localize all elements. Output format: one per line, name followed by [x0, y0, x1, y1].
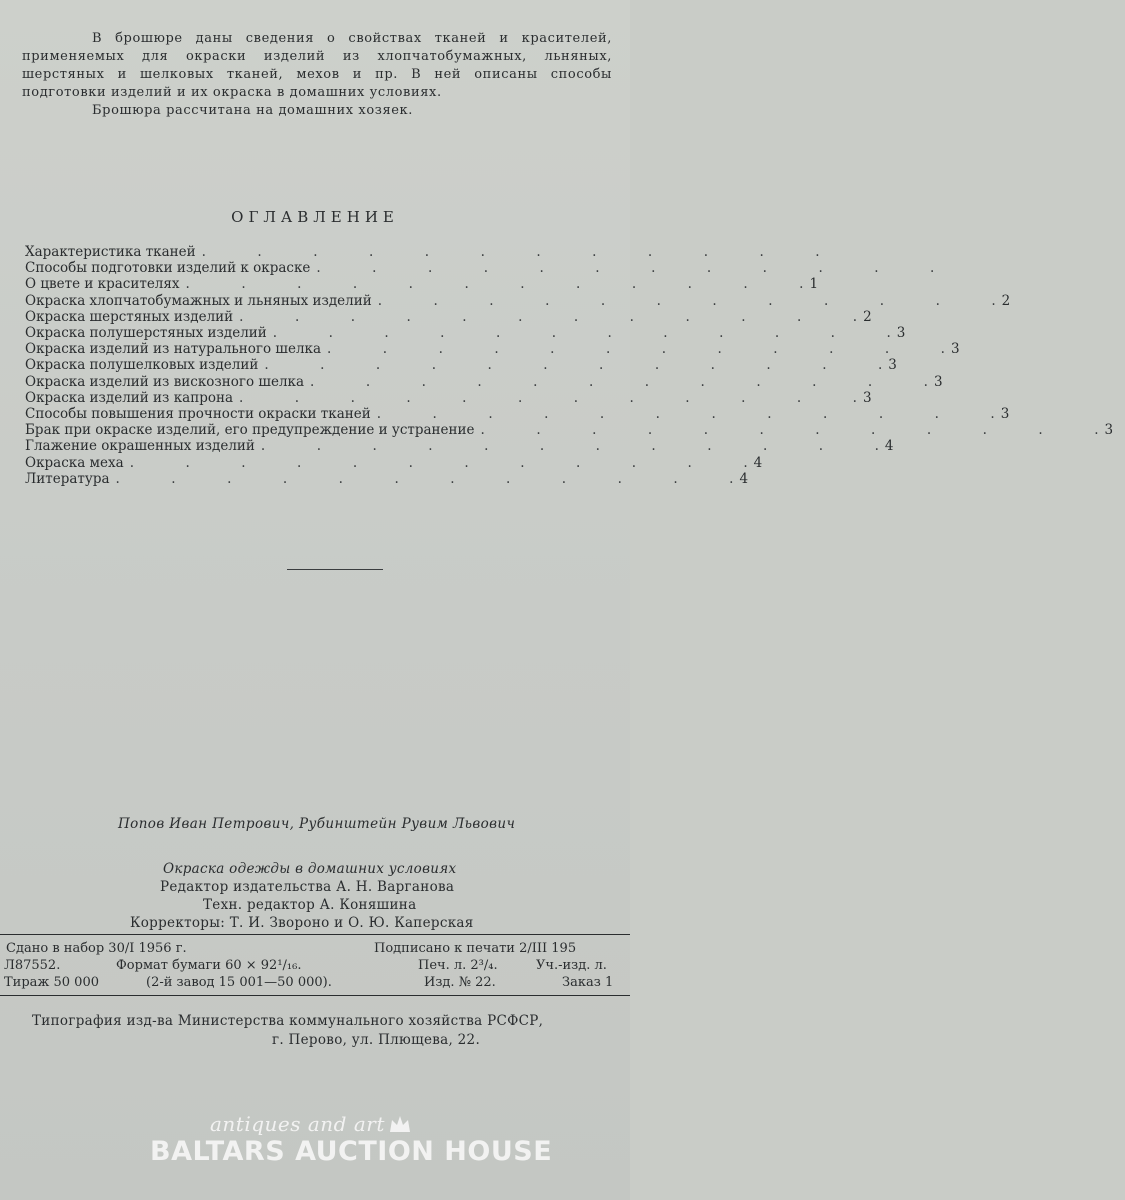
toc-entry-label: Окраска изделий из натурального шелка	[25, 341, 322, 358]
toc-entry	[25, 244, 645, 260]
toc-entry-label: Характеристика тканей	[25, 244, 196, 260]
toc-entry-page: 4	[739, 470, 749, 487]
toc-leader-dots	[130, 455, 748, 471]
toc-entry-page: 3	[862, 389, 872, 406]
toc-entry-label: Окраска полушерстяных изделий	[25, 325, 267, 342]
print-plant: (2-й завод 15 001—50 000).	[146, 975, 332, 990]
toc-entry-label: Окраска полушелковых изделий	[25, 357, 259, 374]
toc-entry	[25, 260, 645, 276]
imprint-row	[0, 957, 630, 974]
toc-entry	[25, 276, 819, 293]
toc-leader-dots	[273, 325, 891, 341]
watermark-tagline: antiques and art	[210, 1112, 385, 1136]
annotation	[22, 30, 612, 120]
toc-entry-label: Окраска меха	[25, 454, 124, 471]
toc-leader-dots	[327, 341, 945, 357]
imprint-row	[0, 940, 630, 957]
toc-entry-label: Окраска изделий из капрона	[25, 389, 234, 406]
toc-entry	[25, 438, 894, 455]
toc-entry-label: Глажение окрашенных изделий	[25, 438, 255, 455]
toc-leader-dots	[116, 471, 734, 487]
tech-editor-credit: Техн. редактор А. Коняшина	[203, 897, 417, 913]
toc-leader-dots	[310, 374, 928, 390]
toc-entry-label: Окраска хлопчатобумажных и льняных изделий	[25, 292, 372, 309]
divider-rule	[287, 569, 383, 570]
toc-entry-page: 2	[863, 308, 872, 325]
crown-icon	[388, 1114, 412, 1134]
paper-format: Формат бумаги 60 × 92¹/₁₆.	[116, 958, 302, 973]
toc-entry-page: 3	[950, 341, 960, 358]
toc-entry-label: Литература	[25, 470, 110, 487]
toc-leader-dots	[239, 390, 857, 406]
toc-entry-page: 3	[1104, 422, 1114, 439]
toc-entry-label: Окраска изделий из вискозного шелка	[25, 373, 305, 390]
publisher-sheets: Уч.-изд. л.	[536, 958, 607, 973]
toc-leader-dots	[377, 406, 995, 422]
toc-leader-dots	[264, 357, 882, 373]
toc-entry	[25, 308, 872, 325]
toc-leader-dots	[261, 438, 879, 454]
print-run: Тираж 50 000	[4, 975, 99, 990]
toc-entry-label: Способы подготовки изделий к окраске	[25, 260, 311, 277]
watermark	[150, 1112, 570, 1172]
toc-leader-dots	[202, 244, 820, 260]
toc-leader-dots	[316, 260, 934, 276]
toc-entry-page: 3	[933, 373, 943, 390]
printer-name: Типография изд-ва Министерства коммунального хозяйства РСФСР,	[32, 1013, 544, 1029]
toc-entry	[25, 325, 906, 342]
credits	[130, 860, 630, 932]
toc-entry	[25, 422, 1114, 439]
toc-entry-page: 2	[1001, 292, 1011, 309]
toc-entry	[25, 406, 1010, 423]
toc-entry	[25, 357, 897, 374]
toc-leader-dots	[378, 293, 996, 309]
authors: Попов Иван Петрович, Рубинштейн Рувим Львович	[118, 816, 516, 832]
toc-entry-label: Способы повышения прочности окраски тканей	[25, 406, 371, 423]
toc-entry-label: Окраска шерстяных изделий	[25, 308, 234, 325]
toc-entry	[25, 454, 763, 471]
order-number: Заказ 1	[562, 975, 614, 990]
toc-entry-page: 4	[884, 438, 894, 455]
toc-entry-page	[826, 244, 846, 260]
toc-entry-label: О цвете и красителях	[25, 276, 180, 293]
toc-entry-page: 3	[1000, 406, 1010, 423]
toc-leader-dots	[239, 309, 857, 325]
printer-info	[0, 1012, 630, 1050]
toc-entry	[25, 341, 960, 358]
toc-entry-page: 1	[809, 276, 819, 293]
toc-entry-page: 4	[753, 454, 763, 471]
toc-entry-page	[940, 260, 960, 276]
annotation-paragraph: В брошюре даны сведения о свойствах тканей и красителей, применяемых для окраски изделий из хлопчатобумажных, льняных, шерстяных и шелковых тканей, мехов и пр. В ней описаны способы подготовки изделий и их окраска в домашних условиях.	[22, 31, 612, 100]
toc-entry-label: Брак при окраске изделий, его предупреждение и устранение	[25, 422, 475, 439]
table-of-contents	[25, 244, 1114, 487]
annotation-target-audience: Брошюра рассчитана на домашних хозяек.	[92, 103, 414, 118]
printer-address: г. Перово, ул. Плющева, 22.	[272, 1032, 481, 1048]
toc-entry-page: 3	[888, 357, 897, 374]
toc-entry-page: 3	[896, 325, 906, 342]
toc-leader-dots	[481, 422, 1099, 438]
book-title: Окраска одежды в домашних условиях	[163, 861, 457, 877]
toc-entry	[25, 373, 943, 390]
editor-credit: Редактор издательства А. Н. Варганова	[160, 879, 455, 895]
imprint-row	[0, 974, 630, 991]
printed-sheets: Печ. л. 2³/₄.	[418, 958, 498, 973]
toc-entry	[25, 470, 749, 487]
toc-title: ОГЛАВЛЕНИЕ	[231, 208, 399, 226]
proofreaders-credit: Корректоры: Т. И. Звороно и О. Ю. Каперская	[130, 915, 474, 931]
print-approval-date: Подписано к печати 2/III 195	[374, 941, 577, 956]
toc-leader-dots	[186, 276, 804, 292]
watermark-logo-text: BALTARS AUCTION HOUSE	[150, 1136, 553, 1167]
typeset-date: Сдано в набор 30/I 1956 г.	[6, 941, 187, 956]
publication-number: Изд. № 22.	[424, 975, 496, 990]
imprint-block	[0, 934, 630, 996]
catalog-code: Л87552.	[4, 958, 61, 973]
toc-entry	[25, 389, 872, 406]
toc-entry	[25, 292, 1011, 309]
